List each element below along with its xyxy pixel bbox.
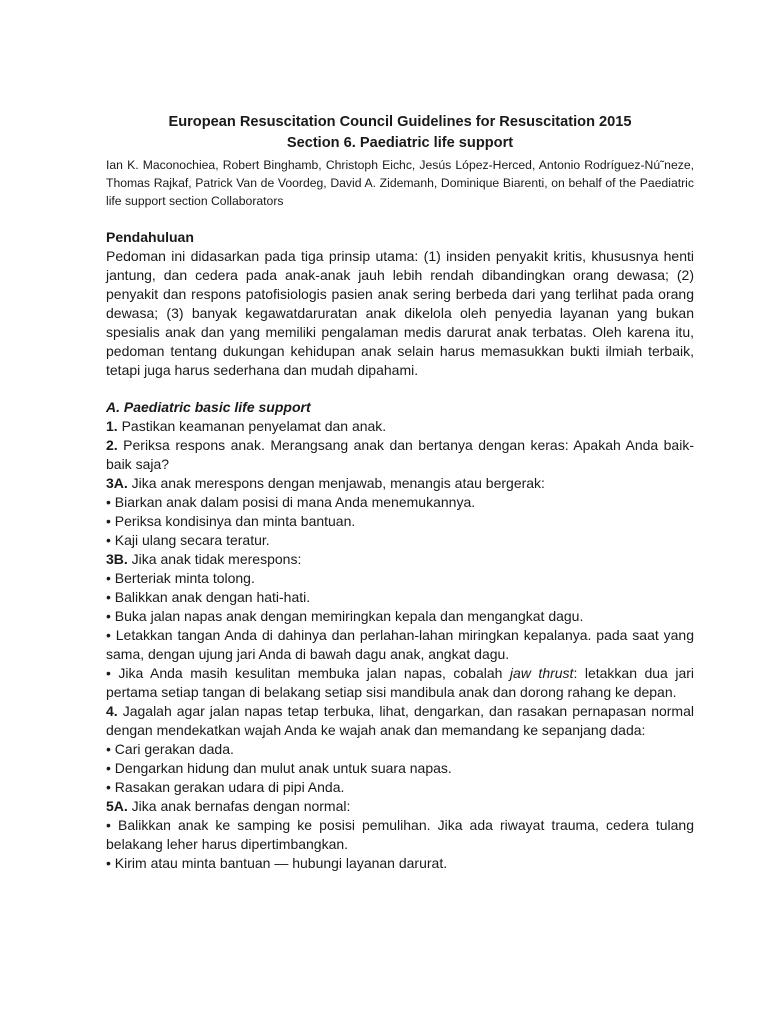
step-3b — [106, 550, 694, 569]
step-text: Periksa respons anak. Merangsang anak dan bertanya dengan keras: Apakah Anda baik-baik saja? — [106, 437, 694, 472]
step-3a — [106, 474, 694, 493]
bullet-item: • Letakkan tangan Anda di dahinya dan perlahan-lahan miringkan kepalanya. pada saat yang sama, dengan ujung jari Anda di bawah dagu anak, angkat dagu. — [106, 627, 694, 662]
bullet-item: • Periksa kondisinya dan minta bantuan. — [106, 513, 356, 529]
step-number: 4. — [106, 703, 118, 719]
step-text: Jika anak merespons dengan menjawab, menangis atau bergerak: — [127, 475, 545, 491]
step-number: 3B. — [106, 551, 128, 567]
step-text: Jagalah agar jalan napas tetap terbuka, lihat, dengarkan, dan rasakan pernapasan normal dengan mendekatkan wajah Anda ke wajah anak dan memandang ke sepanjang dada: — [106, 703, 694, 738]
step-4 — [106, 702, 694, 740]
bullet-item: • Balikkan anak dengan hati-hati. — [106, 589, 311, 605]
bullet-item — [106, 664, 694, 702]
step-number: 5A. — [106, 798, 128, 814]
bullet-item: • Kirim atau minta bantuan — hubungi layanan darurat. — [106, 855, 448, 871]
step-number: 1. — [106, 418, 118, 434]
document-title-line-1: European Resuscitation Council Guidelines for Resuscitation 2015 — [168, 114, 632, 130]
bullet-item: • Biarkan anak dalam posisi di mana Anda menemukannya. — [106, 494, 476, 510]
bullet-item: • Kaji ulang secara teratur. — [106, 532, 270, 548]
bullet-item: • Balikkan anak ke samping ke posisi pemulihan. Jika ada riwayat trauma, cedera tulang belakang leher harus dipertimbangkan. — [106, 817, 694, 852]
bullet-text: • Jika Anda masih kesulitan membuka jalan napas, cobalah — [106, 665, 510, 681]
intro-heading: Pendahuluan — [106, 229, 194, 245]
bullet-item: • Buka jalan napas anak dengan memiringkan kepala dan mengangkat dagu. — [106, 608, 584, 624]
bullet-item: • Dengarkan hidung dan mulut anak untuk suara napas. — [106, 760, 452, 776]
intro-paragraph: Pedoman ini didasarkan pada tiga prinsip utama: (1) insiden penyakit kritis, khususnya henti jantung, dan cedera pada anak-anak jauh lebih rendah dibandingkan orang dewasa; (2) penyakit dan respons patofisiologis pasien anak sering berbeda dari yang terlihat pada orang dewasa; (3) banyak kegawatdaruratan anak dikelola oleh penyedia layanan yang bukan spesialis anak dan yang memiliki pengalaman medis darurat anak terbatas. Oleh karena itu, pedoman tentang dukungan kehidupan anak selain harus memasukkan bukti ilmiah terbaik, tetapi juga harus sederhana dan mudah dipahami. — [106, 248, 694, 378]
step-1 — [106, 417, 694, 436]
bullet-item: • Berteriak minta tolong. — [106, 570, 255, 586]
bullet-item: • Cari gerakan dada. — [106, 741, 234, 757]
document-title-line-2: Section 6. Paediatric life support — [286, 135, 514, 151]
bullet-text: : letakkan dua jari pertama setiap tangan di belakang setiap sisi mandibula anak dan dorong rahang ke depan. — [106, 665, 695, 700]
step-text: Jika anak tidak merespons: — [127, 551, 302, 567]
step-2 — [106, 436, 694, 474]
section-a-heading: A. Paediatric basic life support — [106, 399, 311, 415]
bullet-item: • Rasakan gerakan udara di pipi Anda. — [106, 779, 345, 795]
step-number: 2. — [106, 437, 118, 453]
step-text: Jika anak bernafas dengan normal: — [127, 798, 351, 814]
jaw-thrust-term: jaw thrust — [509, 665, 574, 681]
step-5a — [106, 797, 694, 816]
author-list: Ian K. Maconochiea, Robert Binghamb, Christoph Eichc, Jesús López-Herced, Antonio Rodríguez-Nú˜neze, Thomas Rajkaf, Patrick Van de Voordeg, David A. Zidemanh, Dominique Biarenti, on behalf of the Paediatric life support section Collaborators — [106, 158, 694, 208]
step-text: Pastikan keamanan penyelamat dan anak. — [117, 418, 387, 434]
step-number: 3A. — [106, 475, 128, 491]
